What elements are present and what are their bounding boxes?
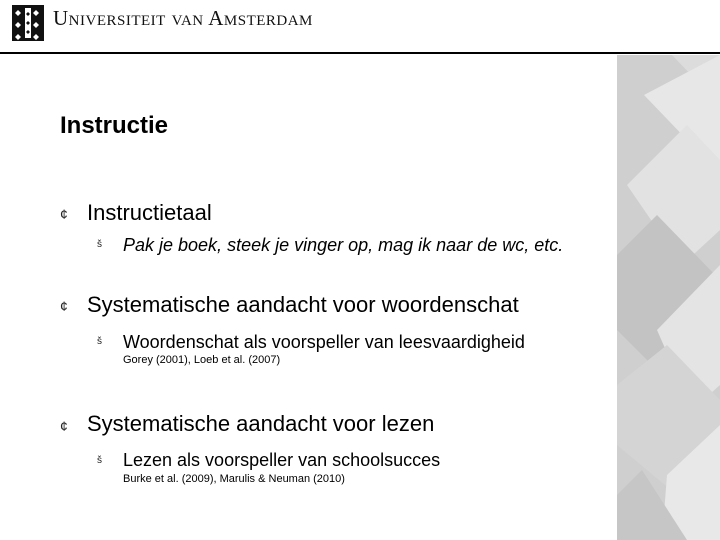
bullet-icon: ¢ xyxy=(60,206,68,222)
reference-text: Burke et al. (2009), Marulis & Neuman (2010) xyxy=(123,473,345,485)
sub-bullet-icon: š xyxy=(97,336,102,347)
uva-shield-icon xyxy=(12,5,44,41)
list-item-text: Instructietaal xyxy=(87,200,212,225)
sub-item-text: Pak je boek, steek je vinger op, mag ik naar de wc, etc. xyxy=(123,235,564,255)
sub-item-text: Lezen als voorspeller van schoolsucces xyxy=(123,450,441,470)
sub-item-text: Woordenschat als voorspeller van leesvaardigheid xyxy=(123,332,525,352)
reference-text: Gorey (2001), Loeb et al. (2007) xyxy=(123,354,281,366)
header-rule xyxy=(0,52,720,54)
slide-title: Instructie xyxy=(60,112,169,139)
bullet-icon: ¢ xyxy=(60,298,68,314)
list-item-text: Systematische aandacht voor woordenschat xyxy=(87,292,519,317)
decorative-pattern xyxy=(617,55,720,540)
university-name: Universiteit van Amsterdam xyxy=(53,6,313,30)
sub-bullet-icon: š xyxy=(97,455,102,466)
sub-bullet-icon: š xyxy=(97,239,102,250)
slide-header xyxy=(0,0,720,54)
list-item-text: Systematische aandacht voor lezen xyxy=(87,411,435,436)
bullet-icon: ¢ xyxy=(60,418,68,434)
